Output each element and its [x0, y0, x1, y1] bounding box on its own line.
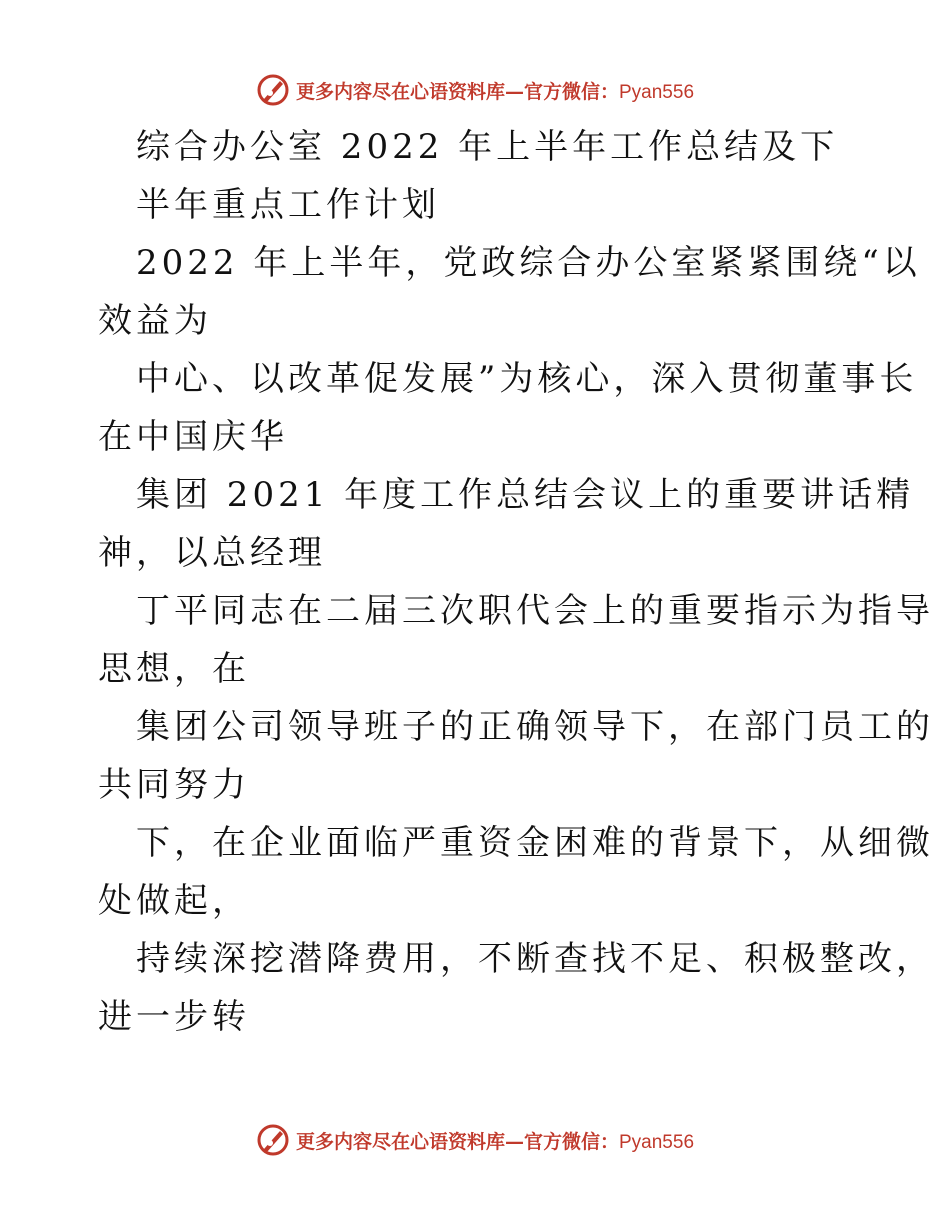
banner-dash: —	[504, 1130, 524, 1153]
document-body	[98, 118, 934, 1046]
pen-logo-icon	[256, 1123, 290, 1157]
pen-logo-icon	[256, 73, 290, 107]
paragraph-line: 共同努力	[98, 765, 250, 805]
footer-banner	[0, 1120, 950, 1160]
paragraph-line: 效益为	[98, 301, 212, 341]
banner-official: 官方微信：	[523, 1130, 619, 1153]
paragraph-line: 下，在企业面临严重资金困难的背景下，从细微	[136, 823, 934, 863]
paragraph-line: 2022 年上半年，党政综合办公室紧紧围绕“以	[136, 243, 921, 283]
banner-wechat-id: Pyan556	[619, 81, 695, 103]
banner-site: 更多内容尽在心语资料库	[295, 80, 505, 103]
paragraph-line: 处做起，	[98, 881, 250, 921]
paragraph-line: 中心、以改革促发展”为核心，深入贯彻董事长	[136, 359, 918, 399]
paragraph-line: 持续深挖潜降费用，不断查找不足、积极整改，	[136, 939, 934, 979]
banner-text	[296, 77, 694, 104]
banner-wechat-id: Pyan556	[619, 1131, 695, 1153]
paragraph-line: 在中国庆华	[98, 417, 288, 457]
banner-site: 更多内容尽在心语资料库	[295, 1130, 505, 1153]
paragraph-line: 集团公司领导班子的正确领导下，在部门员工的	[136, 707, 934, 747]
header-banner	[0, 70, 950, 110]
banner-official: 官方微信：	[523, 80, 619, 103]
paragraph-line: 神，以总经理	[98, 533, 326, 573]
banner-text	[296, 1127, 694, 1154]
banner-dash: —	[504, 80, 524, 103]
paragraph-line: 半年重点工作计划	[136, 185, 440, 225]
paragraph-line: 思想，在	[98, 649, 250, 689]
paragraph-line: 丁平同志在二届三次职代会上的重要指示为指导	[136, 591, 934, 631]
paragraph-line: 综合办公室 2022 年上半年工作总结及下	[136, 127, 839, 167]
paragraph-line: 进一步转	[98, 997, 250, 1037]
paragraph-line: 集团 2021 年度工作总结会议上的重要讲话精	[136, 475, 915, 515]
